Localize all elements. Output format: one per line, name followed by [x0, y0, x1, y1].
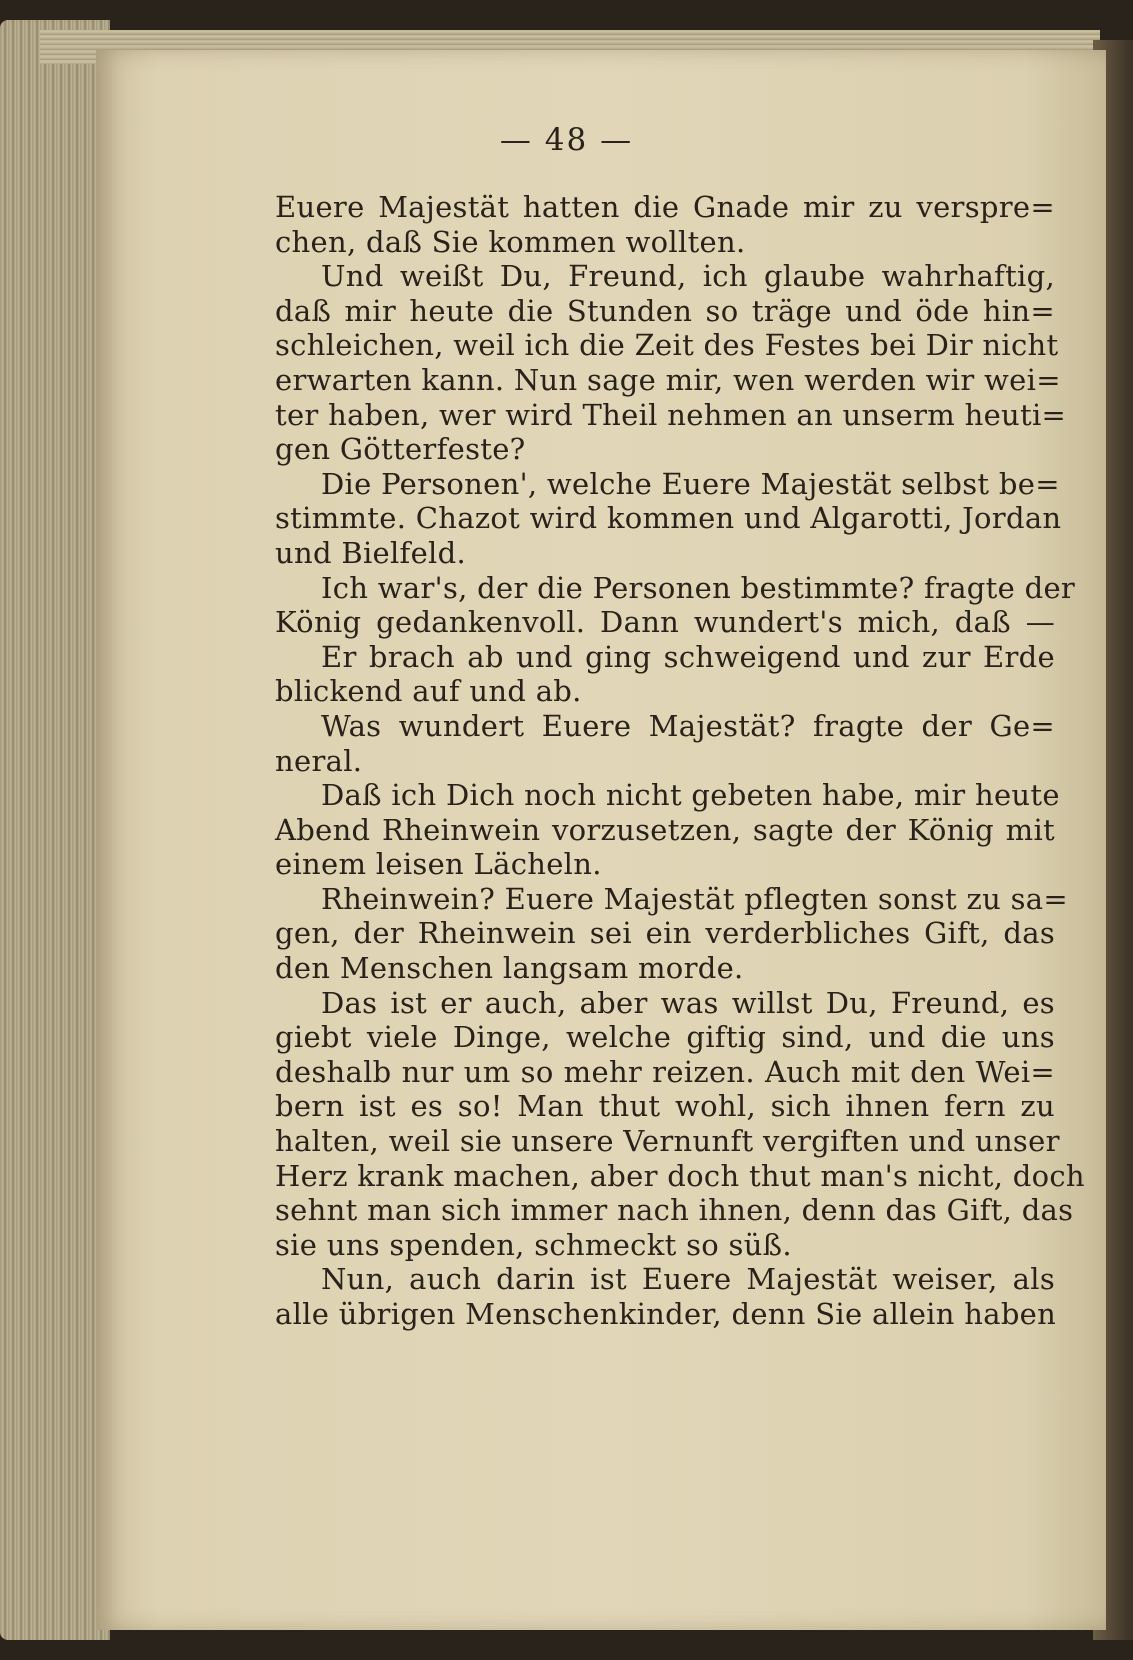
text-line: gen Götterfeste?	[275, 432, 526, 467]
text-line: neral.	[275, 743, 363, 778]
text-line: erwarten kann. Nun sage mir, wen werden wir wei=	[275, 362, 1061, 397]
text-line: schleichen, weil ich die Zeit des Festes bei Dir nicht	[275, 328, 1059, 363]
text-line: Was wundert Euere Majestät? fragte der Ge=	[321, 708, 1055, 743]
text-line: Das ist er auch, aber was willst Du, Freund, es	[321, 985, 1055, 1020]
text-line: giebt viele Dinge, welche giftig sind, und die uns	[275, 1020, 1055, 1055]
body-text	[275, 190, 1085, 1332]
text-line: blickend auf und ab.	[275, 674, 582, 709]
page-number: — 48 —	[499, 122, 634, 158]
text-line: sie uns spenden, schmeckt so süß.	[275, 1227, 792, 1262]
text-line: und Bielfeld.	[275, 535, 467, 570]
text-line: gen, der Rheinwein sei ein verderbliches Gift, das	[275, 916, 1055, 951]
text-line: Und weißt Du, Freund, ich glaube wahrhaftig,	[321, 259, 1055, 294]
text-line: einem leisen Lächeln.	[275, 847, 602, 882]
text-line: daß mir heute die Stunden so träge und öde hin=	[275, 293, 1055, 328]
text-line: Die Personen', welche Euere Majestät selbst be=	[321, 466, 1060, 501]
text-line: deshalb nur um so mehr reizen. Auch mit den Wei=	[275, 1054, 1055, 1089]
text-line: Nun, auch darin ist Euere Majestät weiser, als	[321, 1262, 1055, 1297]
text-line: Daß ich Dich noch nicht gebeten habe, mir heute	[321, 778, 1060, 813]
text-line: bern ist es so! Man thut wohl, sich ihnen fern zu	[275, 1089, 1055, 1124]
text-line: Er brach ab und ging schweigend und zur Erde	[321, 639, 1055, 674]
text-line: Euere Majestät hatten die Gnade mir zu versprе=	[275, 190, 1055, 224]
text-line: König gedankenvoll. Dann wundert's mich, daß —	[275, 605, 1055, 640]
text-line: halten, weil sie unsere Vernunft vergiften und unser	[275, 1124, 1060, 1159]
text-line: chen, daß Sie kommen wollten.	[275, 224, 746, 259]
text-line: Ich war's, der die Personen bestimmte? fragte der	[321, 570, 1076, 605]
text-line: Abend Rheinwein vorzusetzen, sagte der König mit	[275, 812, 1055, 847]
text-line: stimmte. Chazot wird kommen und Algarotti, Jordan	[275, 501, 1062, 536]
text-line: Rheinwein? Euere Majestät pflegten sonst zu sa=	[321, 881, 1068, 916]
text-line: sehnt man sich immer nach ihnen, denn das Gift, das	[275, 1193, 1074, 1228]
text-line: ter haben, wer wird Theil nehmen an unserm heuti=	[275, 397, 1067, 432]
text-line: Herz krank machen, aber doch thut man's nicht, doch	[275, 1158, 1085, 1193]
text-line: den Menschen langsam morde.	[275, 951, 744, 986]
page-stack-edge	[0, 20, 110, 1640]
text-line: alle übrigen Menschenkinder, denn Sie allein haben	[275, 1297, 1057, 1331]
